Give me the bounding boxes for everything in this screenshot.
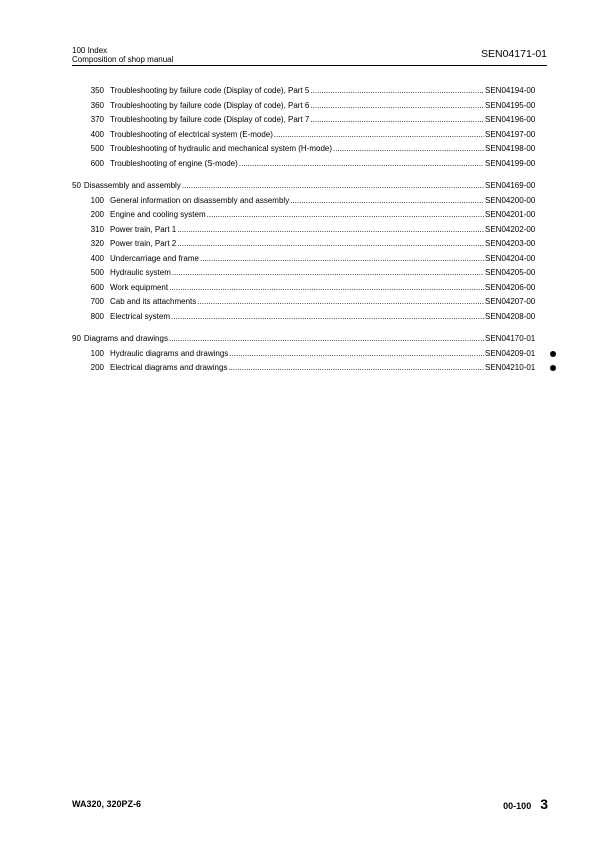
toc-entry-title: Troubleshooting of hydraulic and mechanical system (H-mode) — [110, 144, 333, 153]
toc-entry-number: 100 — [90, 348, 104, 358]
toc-leader-dots — [290, 194, 484, 209]
toc-entry-number: 50 — [72, 181, 81, 190]
toc-entry[interactable] — [72, 361, 547, 376]
toc-entry-number: 600 — [90, 282, 104, 292]
toc-leader-dots — [274, 128, 484, 143]
toc-entry-number: 600 — [90, 158, 104, 168]
toc-leader-dots — [197, 295, 484, 310]
toc-entry-title: Electrical diagrams and drawings — [110, 363, 228, 372]
toc-entry[interactable] — [72, 281, 547, 296]
toc-entry[interactable] — [72, 84, 547, 99]
toc-entry[interactable] — [72, 252, 547, 267]
toc-entry-code: SEN04199-00 — [485, 158, 536, 168]
footer-model: WA320, 320PZ-6 — [72, 799, 142, 809]
toc-entry-code: SEN04210-01 — [485, 363, 536, 372]
toc-entry[interactable] — [72, 237, 547, 252]
toc-entry[interactable] — [72, 332, 547, 347]
toc-entry-code: SEN04195-00 — [485, 100, 536, 110]
header-line-1: 100 Index — [72, 46, 108, 55]
header-doc-code: SEN04171-01 — [481, 48, 547, 60]
toc-leader-dots — [169, 332, 484, 347]
toc-entry-code: SEN04208-00 — [485, 311, 536, 321]
toc-entry-title: Power train, Part 2 — [110, 239, 177, 248]
toc-entry-code: SEN04204-00 — [485, 253, 536, 263]
toc-entry-number: 400 — [90, 129, 104, 139]
toc-entry-number: 500 — [90, 268, 104, 277]
revision-bullet-icon — [550, 365, 556, 371]
toc-entry-code: SEN04202-00 — [485, 224, 536, 234]
toc-entry-number: 350 — [90, 86, 104, 95]
toc-entry-title: Troubleshooting of electrical system (E-mode) — [110, 129, 273, 139]
toc-entry-title: Diagrams and drawings — [83, 334, 168, 343]
table-of-contents — [72, 84, 547, 376]
toc-entry-number: 360 — [90, 100, 104, 110]
toc-entry-code: SEN04194-00 — [485, 86, 536, 95]
toc-entry-number: 800 — [90, 311, 104, 321]
toc-entry[interactable] — [72, 194, 547, 209]
toc-entry-code: SEN04205-00 — [485, 268, 536, 277]
toc-entry-number: 320 — [90, 239, 104, 248]
toc-entry-number: 200 — [90, 363, 104, 372]
toc-entry-title: Troubleshooting by failure code (Display of code), Part 7 — [110, 115, 310, 124]
toc-entry-title: Troubleshooting by failure code (Display of code), Part 5 — [110, 86, 310, 95]
toc-entry-code: SEN04169-00 — [485, 181, 536, 190]
toc-entry-code: SEN04203-00 — [485, 239, 536, 248]
toc-leader-dots — [169, 281, 484, 296]
toc-entry[interactable] — [72, 295, 547, 310]
toc-entry-code: SEN04207-00 — [485, 297, 536, 306]
footer-page-info — [503, 796, 548, 812]
toc-entry-title: Hydraulic diagrams and drawings — [110, 348, 229, 358]
toc-entry[interactable] — [72, 347, 547, 362]
toc-leader-dots — [310, 113, 484, 128]
toc-leader-dots — [177, 223, 484, 238]
toc-entry-number: 100 — [90, 195, 104, 205]
toc-entry-code: SEN04209-01 — [485, 348, 536, 358]
toc-entry-code: SEN04206-00 — [485, 282, 536, 292]
footer-page-number: 3 — [540, 796, 548, 812]
toc-entry[interactable] — [72, 310, 547, 325]
toc-entry-title: Electrical system — [110, 311, 171, 321]
toc-leader-dots — [310, 84, 484, 99]
toc-entry[interactable] — [72, 208, 547, 223]
toc-leader-dots — [207, 208, 484, 223]
revision-bullet-icon — [550, 351, 556, 357]
toc-entry-number: 500 — [90, 144, 104, 153]
toc-entry-code: SEN04170-01 — [485, 334, 536, 343]
toc-leader-dots — [228, 361, 484, 376]
toc-entry[interactable] — [72, 223, 547, 238]
toc-entry-code: SEN04196-00 — [485, 115, 536, 124]
toc-entry-title: Troubleshooting by failure code (Display of code), Part 6 — [110, 100, 310, 110]
toc-leader-dots — [182, 179, 484, 194]
toc-entry-title: Disassembly and assembly — [83, 181, 181, 190]
toc-entry-number: 400 — [90, 253, 104, 263]
toc-entry-title: Hydraulic system — [110, 268, 171, 277]
header-rule — [72, 65, 547, 66]
toc-entry[interactable] — [72, 99, 547, 114]
header-line-2: Composition of shop manual — [72, 55, 174, 64]
toc-entry-number: 200 — [90, 210, 104, 219]
toc-entry-title: Troubleshooting of engine (S-mode) — [110, 158, 238, 168]
toc-entry-title: Undercarriage and frame — [110, 253, 199, 263]
toc-entry[interactable] — [72, 113, 547, 128]
toc-entry-number: 700 — [90, 297, 104, 306]
toc-entry-number: 90 — [72, 334, 81, 343]
toc-leader-dots — [172, 266, 484, 281]
toc-entry[interactable] — [72, 157, 547, 172]
toc-leader-dots — [171, 310, 484, 325]
toc-leader-dots — [200, 252, 484, 267]
toc-entry-title: Engine and cooling system — [110, 210, 206, 219]
toc-entry-code: SEN04200-00 — [485, 195, 536, 205]
toc-entry-code: SEN04198-00 — [485, 144, 536, 153]
toc-entry-title: Cab and its attachments — [110, 297, 197, 306]
toc-entry-number: 370 — [90, 115, 104, 124]
toc-entry-title: General information on disassembly and assembly — [110, 195, 290, 205]
toc-leader-dots — [310, 99, 484, 114]
toc-entry[interactable] — [72, 128, 547, 143]
toc-entry-number: 310 — [90, 224, 104, 234]
toc-entry-title: Power train, Part 1 — [110, 224, 177, 234]
header-section-title — [72, 46, 173, 64]
toc-entry-code: SEN04201-00 — [485, 210, 536, 219]
toc-entry[interactable] — [72, 266, 547, 281]
toc-entry-code: SEN04197-00 — [485, 129, 536, 139]
toc-entry[interactable] — [72, 142, 547, 157]
toc-leader-dots — [239, 157, 484, 172]
footer-page-code: 00-100 — [503, 801, 532, 811]
toc-leader-dots — [177, 237, 484, 252]
toc-entry[interactable] — [72, 179, 547, 194]
toc-leader-dots — [333, 142, 484, 157]
toc-entry-title: Work equipment — [110, 282, 169, 292]
toc-leader-dots — [229, 347, 484, 362]
